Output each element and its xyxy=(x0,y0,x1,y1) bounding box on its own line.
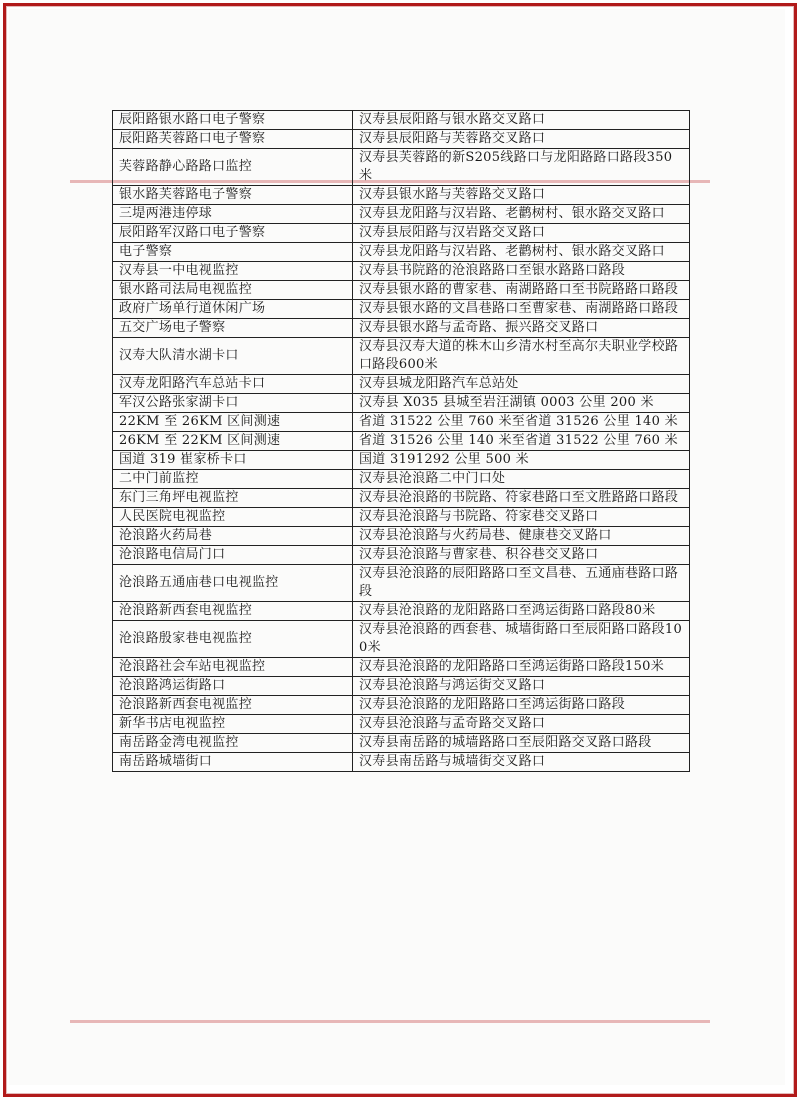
monitor-location-cell: 汉寿县辰阳路与汉岩路交叉路口 xyxy=(353,224,690,243)
monitor-name-cell: 沧浪路五通庙巷口电视监控 xyxy=(113,565,353,602)
monitor-name-cell: 东门三角坪电视监控 xyxy=(113,489,353,508)
table-row xyxy=(113,753,690,772)
table-row xyxy=(113,149,690,186)
monitor-location-cell: 汉寿县书院路的沧浪路路口至银水路路口路段 xyxy=(353,262,690,281)
monitor-location-cell: 汉寿县银水路与芙蓉路交叉路口 xyxy=(353,186,690,205)
monitor-location-cell: 汉寿县南岳路的城墙路路口至辰阳路交叉路口路段 xyxy=(353,734,690,753)
table-row xyxy=(113,300,690,319)
monitor-location-cell: 省道 31526 公里 140 米至省道 31522 公里 760 米 xyxy=(353,432,690,451)
table-row xyxy=(113,602,690,621)
monitor-location-cell: 汉寿县沧浪路的龙阳路路口至鸿运街路口路段150米 xyxy=(353,658,690,677)
table-row xyxy=(113,489,690,508)
monitor-location-cell: 汉寿县龙阳路与汉岩路、老鹳树村、银水路交叉路口 xyxy=(353,243,690,262)
table-row xyxy=(113,319,690,338)
monitor-location-cell: 汉寿县银水路的文昌巷路口至曹家巷、南湖路路口路段 xyxy=(353,300,690,319)
monitor-name-cell: 银水路司法局电视监控 xyxy=(113,281,353,300)
table-row xyxy=(113,375,690,394)
monitor-name-cell: 26KM 至 22KM 区间测速 xyxy=(113,432,353,451)
monitor-name-cell: 新华书店电视监控 xyxy=(113,715,353,734)
monitor-location-cell: 汉寿县芙蓉路的新S205线路口与龙阳路路口路段350米 xyxy=(353,149,690,186)
monitor-location-cell: 汉寿县沧浪路的书院路、符家巷路口至文胜路路口路段 xyxy=(353,489,690,508)
monitor-location-cell: 汉寿县沧浪路与曹家巷、积谷巷交叉路口 xyxy=(353,546,690,565)
monitor-location-cell: 汉寿县沧浪路的龙阳路路口至鸿运街路口路段80米 xyxy=(353,602,690,621)
monitor-location-cell: 汉寿县龙阳路与汉岩路、老鹳树村、银水路交叉路口 xyxy=(353,205,690,224)
monitor-name-cell: 汉寿龙阳路汽车总站卡口 xyxy=(113,375,353,394)
table-row xyxy=(113,111,690,130)
monitor-name-cell: 芙蓉路静心路路口监控 xyxy=(113,149,353,186)
monitor-name-cell: 沧浪路鸿运街路口 xyxy=(113,677,353,696)
table-row xyxy=(113,546,690,565)
table-row xyxy=(113,734,690,753)
monitor-name-cell: 辰阳路银水路口电子警察 xyxy=(113,111,353,130)
monitor-name-cell: 沧浪路火药局巷 xyxy=(113,527,353,546)
monitor-name-cell: 沧浪路电信局门口 xyxy=(113,546,353,565)
table-row xyxy=(113,224,690,243)
monitor-name-cell: 军汉公路张家湖卡口 xyxy=(113,394,353,413)
table-body xyxy=(113,111,690,772)
table-row xyxy=(113,130,690,149)
table-row xyxy=(113,281,690,300)
table-row xyxy=(113,432,690,451)
monitor-name-cell: 22KM 至 26KM 区间测速 xyxy=(113,413,353,432)
monitor-location-cell: 汉寿县城龙阳路汽车总站处 xyxy=(353,375,690,394)
monitor-name-cell: 沧浪路社会车站电视监控 xyxy=(113,658,353,677)
table-row xyxy=(113,470,690,489)
monitor-location-cell: 汉寿县沧浪路的西套巷、城墙街路口至辰阳路口路段100米 xyxy=(353,621,690,658)
monitor-name-cell: 汉寿大队清水湖卡口 xyxy=(113,338,353,375)
monitor-location-cell: 国道 3191292 公里 500 米 xyxy=(353,451,690,470)
monitor-location-cell: 省道 31522 公里 760 米至省道 31526 公里 140 米 xyxy=(353,413,690,432)
monitor-location-cell: 汉寿县辰阳路与银水路交叉路口 xyxy=(353,111,690,130)
monitor-location-cell: 汉寿县沧浪路与鸿运街交叉路口 xyxy=(353,677,690,696)
monitor-name-cell: 沧浪路新西套电视监控 xyxy=(113,696,353,715)
table-row xyxy=(113,394,690,413)
table-row xyxy=(113,621,690,658)
monitor-location-cell: 汉寿县银水路与孟奇路、振兴路交叉路口 xyxy=(353,319,690,338)
monitor-name-cell: 银水路芙蓉路电子警察 xyxy=(113,186,353,205)
monitor-name-cell: 沧浪路殷家巷电视监控 xyxy=(113,621,353,658)
monitor-name-cell: 三堤两港违停球 xyxy=(113,205,353,224)
monitor-name-cell: 二中门前监控 xyxy=(113,470,353,489)
table-row xyxy=(113,696,690,715)
monitor-location-cell: 汉寿县沧浪路的辰阳路路口至文昌巷、五通庙巷路口路段 xyxy=(353,565,690,602)
monitor-name-cell: 南岳路金湾电视监控 xyxy=(113,734,353,753)
monitor-location-cell: 汉寿县 X035 县城至岩汪湖镇 0003 公里 200 米 xyxy=(353,394,690,413)
table-row xyxy=(113,565,690,602)
monitor-name-cell: 沧浪路新西套电视监控 xyxy=(113,602,353,621)
monitor-name-cell: 电子警察 xyxy=(113,243,353,262)
monitor-location-cell: 汉寿县辰阳路与芙蓉路交叉路口 xyxy=(353,130,690,149)
monitor-name-cell: 政府广场单行道休闲广场 xyxy=(113,300,353,319)
monitor-location-cell: 汉寿县沧浪路与书院路、符家巷交叉路口 xyxy=(353,508,690,527)
table-row xyxy=(113,677,690,696)
monitor-name-cell: 国道 319 崔家桥卡口 xyxy=(113,451,353,470)
table-row xyxy=(113,205,690,224)
monitor-name-cell: 五交广场电子警察 xyxy=(113,319,353,338)
table-row xyxy=(113,658,690,677)
table-row xyxy=(113,262,690,281)
monitor-name-cell: 汉寿县一中电视监控 xyxy=(113,262,353,281)
monitor-location-cell: 汉寿县南岳路与城墙街交叉路口 xyxy=(353,753,690,772)
table-row xyxy=(113,413,690,432)
monitor-location-cell: 汉寿县银水路的曹家巷、南湖路路口至书院路路口路段 xyxy=(353,281,690,300)
monitor-location-cell: 汉寿县沧浪路的龙阳路路口至鸿运街路口路段 xyxy=(353,696,690,715)
monitor-name-cell: 辰阳路军汉路口电子警察 xyxy=(113,224,353,243)
bleed-through-rule xyxy=(70,1020,710,1023)
table-row xyxy=(113,338,690,375)
monitor-name-cell: 人民医院电视监控 xyxy=(113,508,353,527)
monitor-name-cell: 南岳路城墙街口 xyxy=(113,753,353,772)
monitor-location-cell: 汉寿县汉寿大道的株木山乡清水村至高尔夫职业学校路口路段600米 xyxy=(353,338,690,375)
table-row xyxy=(113,243,690,262)
monitor-location-cell: 汉寿县沧浪路与火药局巷、健康巷交叉路口 xyxy=(353,527,690,546)
table-row xyxy=(113,715,690,734)
table-row xyxy=(113,451,690,470)
monitoring-location-table xyxy=(112,110,690,772)
monitor-name-cell: 辰阳路芙蓉路口电子警察 xyxy=(113,130,353,149)
monitor-location-cell: 汉寿县沧浪路二中门口处 xyxy=(353,470,690,489)
table-row xyxy=(113,186,690,205)
table-row xyxy=(113,508,690,527)
monitor-location-cell: 汉寿县沧浪路与孟奇路交叉路口 xyxy=(353,715,690,734)
table-row xyxy=(113,527,690,546)
